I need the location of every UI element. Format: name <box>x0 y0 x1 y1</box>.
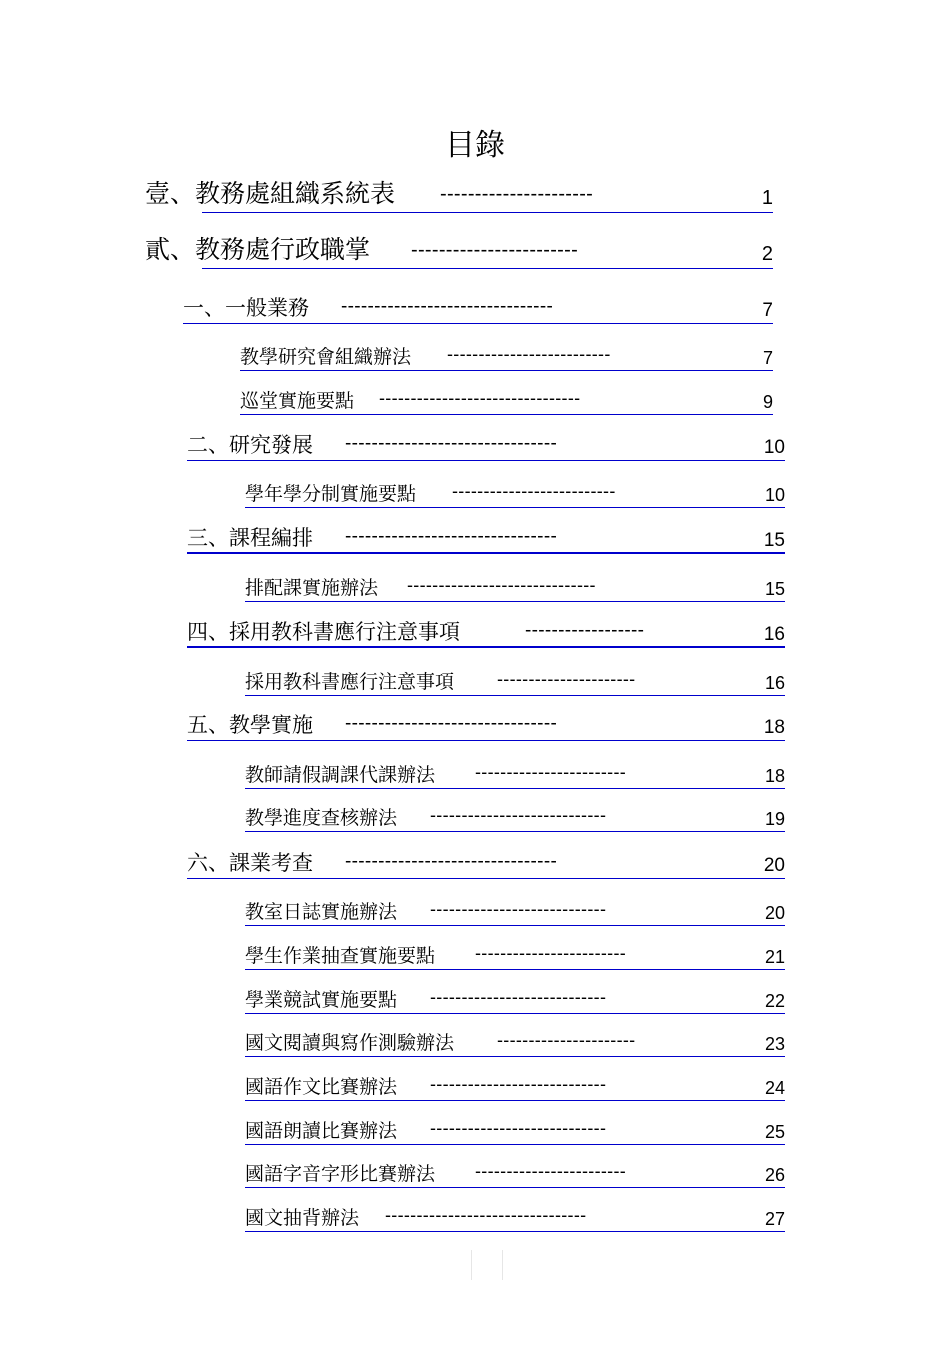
toc-leader: -------------------------------- <box>379 388 581 408</box>
toc-entry-label: 三、課程編排 <box>187 526 313 550</box>
toc-entry-label: 二、研究發展 <box>187 433 313 457</box>
toc-leader: ------------------------ <box>411 239 579 261</box>
toc-entry[interactable] <box>187 429 785 459</box>
toc-page-number: 7 <box>762 348 773 368</box>
toc-underline <box>245 1100 785 1101</box>
toc-underline <box>245 1013 785 1014</box>
toc-entry-label: 四、採用教科書應行注意事項 <box>187 620 460 644</box>
toc-page-number: 10 <box>764 485 785 505</box>
toc-entry[interactable] <box>245 1069 785 1099</box>
toc-page-number: 16 <box>764 673 785 693</box>
toc-entry-label: 教師請假調課代課辦法 <box>245 764 436 786</box>
toc-leader: ---------------------------- <box>430 1118 607 1138</box>
toc-leader: -------------------------------- <box>341 296 554 317</box>
footer-divider <box>471 1250 472 1280</box>
toc-page-number: 20 <box>763 855 785 876</box>
toc-page-number: 10 <box>763 437 785 458</box>
toc-entry-label: 國語字音字形比賽辦法 <box>245 1163 436 1185</box>
toc-underline <box>187 552 785 554</box>
toc-underline <box>240 370 773 371</box>
toc-entry[interactable] <box>240 383 773 413</box>
toc-entry-label: 學年學分制實施要點 <box>245 483 417 505</box>
toc-entry-label: 排配課實施辦法 <box>245 577 379 599</box>
toc-leader: ------------------------ <box>475 943 627 963</box>
toc-page-number: 19 <box>764 809 785 829</box>
toc-entry[interactable] <box>245 1200 785 1230</box>
toc-page-number: 21 <box>764 947 785 967</box>
toc-leader: -------------------------------- <box>345 713 558 734</box>
toc-entry-label: 學生作業抽查實施要點 <box>245 945 436 967</box>
toc-entry[interactable] <box>245 1113 785 1143</box>
toc-entry-label: 國語作文比賽辦法 <box>245 1076 398 1098</box>
toc-entry-label: 巡堂實施要點 <box>240 390 355 412</box>
footer-divider <box>502 1250 503 1280</box>
toc-page-number: 20 <box>764 903 785 923</box>
toc-entry-label: 學業競試實施要點 <box>245 989 398 1011</box>
toc-underline <box>245 1187 785 1188</box>
toc-leader: ---------------------------- <box>430 987 607 1007</box>
toc-page-number: 15 <box>763 530 785 551</box>
toc-underline <box>245 925 785 926</box>
toc-entry-label: 壹、教務處組織系統表 <box>145 179 396 208</box>
toc-page-number: 15 <box>764 579 785 599</box>
toc-underline <box>202 268 773 269</box>
toc-underline <box>245 831 785 832</box>
toc-underline <box>202 212 773 213</box>
toc-entry[interactable] <box>245 1025 785 1055</box>
toc-underline <box>187 646 785 648</box>
toc-leader: ------------------------ <box>475 1161 627 1181</box>
toc-underline <box>245 507 785 508</box>
toc-entry[interactable] <box>245 1156 785 1186</box>
toc-entry-label: 採用教科書應行注意事項 <box>245 671 455 693</box>
toc-page-number: 23 <box>764 1034 785 1054</box>
toc-entry[interactable] <box>145 236 773 266</box>
toc-leader: -------------------------- <box>452 481 616 501</box>
toc-underline <box>245 1056 785 1057</box>
toc-leader: ---------------------------- <box>430 899 607 919</box>
toc-underline <box>245 1231 785 1232</box>
toc-entry[interactable] <box>245 800 785 830</box>
toc-entry[interactable] <box>245 894 785 924</box>
toc-entry[interactable] <box>245 476 785 506</box>
toc-underline <box>245 969 785 970</box>
toc-underline <box>187 460 785 461</box>
toc-leader: ---------------------------- <box>430 1074 607 1094</box>
toc-underline <box>187 740 785 741</box>
toc-page-number: 1 <box>761 187 773 209</box>
toc-entry[interactable] <box>183 292 773 322</box>
toc-entry[interactable] <box>240 339 773 369</box>
toc-entry[interactable] <box>187 522 785 552</box>
toc-entry-label: 教學進度查核辦法 <box>245 807 398 829</box>
toc-underline <box>187 878 785 879</box>
toc-underline <box>245 601 785 602</box>
toc-page-number: 24 <box>764 1078 785 1098</box>
toc-leader: ------------------ <box>525 620 645 641</box>
toc-entry[interactable] <box>187 616 785 646</box>
toc-page-number: 16 <box>763 624 785 645</box>
toc-entry[interactable] <box>187 709 785 739</box>
toc-page-number: 18 <box>763 717 785 738</box>
toc-entry-label: 國語朗讀比賽辦法 <box>245 1120 398 1142</box>
toc-title: 目錄 <box>445 128 505 163</box>
toc-leader: ---------------------------- <box>430 805 607 825</box>
toc-page-number: 22 <box>764 991 785 1011</box>
toc-leader: -------------------------------- <box>385 1205 587 1225</box>
toc-underline <box>183 323 773 324</box>
toc-underline <box>245 788 785 789</box>
toc-entry[interactable] <box>187 847 785 877</box>
toc-page-number: 18 <box>764 766 785 786</box>
toc-entry-label: 六、課業考查 <box>187 851 313 875</box>
toc-entry[interactable] <box>145 180 773 210</box>
toc-entry-label: 教室日誌實施辦法 <box>245 901 398 923</box>
toc-leader: ---------------------- <box>497 669 636 689</box>
toc-entry-label: 五、教學實施 <box>187 713 313 737</box>
toc-leader: ------------------------ <box>475 762 627 782</box>
toc-leader: ------------------------------ <box>407 575 596 595</box>
toc-leader: -------------------------------- <box>345 433 558 454</box>
toc-page-number: 26 <box>764 1165 785 1185</box>
toc-page-number: 9 <box>762 392 773 412</box>
toc-entry-label: 國文抽背辦法 <box>245 1207 360 1229</box>
toc-entry-label: 教學研究會組織辦法 <box>240 346 412 368</box>
toc-leader: -------------------------------- <box>345 851 558 872</box>
toc-entry[interactable] <box>245 982 785 1012</box>
toc-leader: -------------------------- <box>447 344 611 364</box>
toc-underline <box>240 414 773 415</box>
toc-page-number: 2 <box>761 243 773 265</box>
toc-underline <box>245 1144 785 1145</box>
toc-leader: ---------------------- <box>440 183 594 205</box>
toc-page-number: 7 <box>762 300 773 321</box>
toc-entry[interactable] <box>245 570 785 600</box>
toc-underline <box>245 695 785 696</box>
toc-page-number: 25 <box>764 1122 785 1142</box>
toc-page-number: 27 <box>764 1209 785 1229</box>
toc-entry-label: 國文閱讀與寫作測驗辦法 <box>245 1032 455 1054</box>
toc-entry[interactable] <box>245 938 785 968</box>
toc-entry-label: 一、一般業務 <box>183 296 309 320</box>
toc-leader: ---------------------- <box>497 1030 636 1050</box>
toc-entry[interactable] <box>245 757 785 787</box>
toc-leader: -------------------------------- <box>345 526 558 547</box>
toc-entry-label: 貳、教務處行政職掌 <box>145 235 371 264</box>
toc-entry[interactable] <box>245 664 785 694</box>
